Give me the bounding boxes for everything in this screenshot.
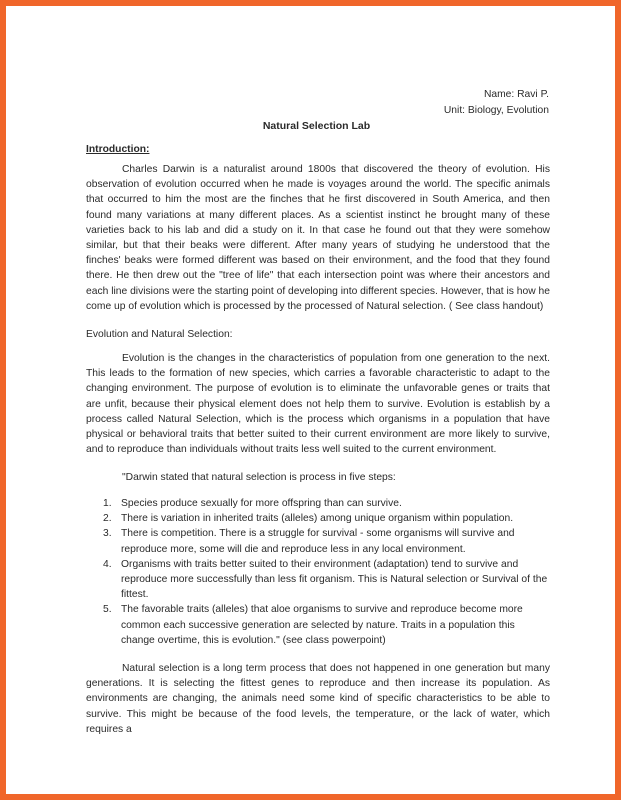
list-item bbox=[86, 526, 550, 556]
document-title: Natural Selection Lab bbox=[262, 120, 371, 132]
list-item-text: There is competition. There is a struggle for survival - some organisms will survive and reproduce more, some will die and reproduce less in any local environment. bbox=[121, 528, 515, 555]
list-item bbox=[86, 511, 550, 526]
introduction-heading: Introduction: bbox=[86, 144, 150, 155]
evolution-paragraph: Evolution is the changes in the characteristics of population from one generation to the next. This leads to the formation of new species, which carries a favorable characteristic to adapt to the changing environment. The purpose of evolution is to eliminate the unfavorable genes or traits that are unfit, because their physical element does not help them to survive. Evolution is establish by a process called Natural Selection, which is the process which organisms in a population that have physical or behavioral traits that better suited to their current environment are more likely to survive, and to reproduce than individuals without traits less well suited to the current environment. bbox=[86, 353, 550, 456]
list-item-number: 3. bbox=[103, 528, 112, 540]
darwin-quote-intro: "Darwin stated that natural selection is process in five steps: bbox=[122, 472, 396, 483]
list-item-text: Organisms with traits better suited to their environment (adaptation) tend to survive and reproduce more successfully than less fit organism. This is Natural selection or Survival of the fittest. bbox=[121, 558, 548, 601]
document-page bbox=[14, 14, 619, 798]
list-item-number: 1. bbox=[103, 498, 112, 509]
list-item-number: 2. bbox=[103, 513, 112, 525]
list-item-number: 5. bbox=[103, 604, 112, 616]
list-item bbox=[86, 496, 550, 511]
natural-selection-paragraph: Natural selection is a long term process that does not happened in one generation but many generations. It is selecting the fittest genes to reproduce and then increase its population. As environments are changing, the animals need some kind of specific characteristics to be able to survive. This might be because of the food levels, the temperature, or the lack of water, which requires a bbox=[86, 663, 550, 735]
list-item-number: 4. bbox=[103, 558, 112, 570]
unit-label: Unit: Biology, Evolution bbox=[443, 105, 549, 116]
list-item bbox=[86, 557, 550, 603]
author-name: Name: Ravi P. bbox=[483, 89, 549, 100]
list-item-text: The favorable traits (alleles) that aloe organisms to survive and reproduce become more common each successive generation are selected by nature. Traits in a population this change overtime, this is evolution." (see class powerpoint) bbox=[121, 604, 523, 646]
natural-selection-steps-list bbox=[86, 496, 550, 648]
list-item bbox=[86, 602, 550, 648]
list-item-text: There is variation in inherited traits (alleles) among unique organism within population. bbox=[121, 513, 514, 525]
list-item-text: Species produce sexually for more offspring than can survive. bbox=[121, 498, 402, 509]
evolution-section-heading: Evolution and Natural Selection: bbox=[86, 329, 233, 340]
introduction-paragraph: Charles Darwin is a naturalist around 1800s that discovered the theory of evolution. His observation of evolution occurred when he made is voyages around the world. The specific animals that occurred to him the most are the finches that he first discovered in South America, and then found many variations at many different places. As a scientist instinct he brought many of these varieties back to his lab and did a study on it. In that case he found out that they were somehow similar, but that their beaks were different. After many years of studying he understood that the finches' beaks were formed different was based on their environment, and the food that they found there. He then drew out the "tree of life" that each intersection point was where their ancestors and each line divisions were the starting point of developing into different species. However, that is how he come up of evolution which is processed by the processed of Natural selection. ( See class handout) bbox=[86, 164, 551, 312]
